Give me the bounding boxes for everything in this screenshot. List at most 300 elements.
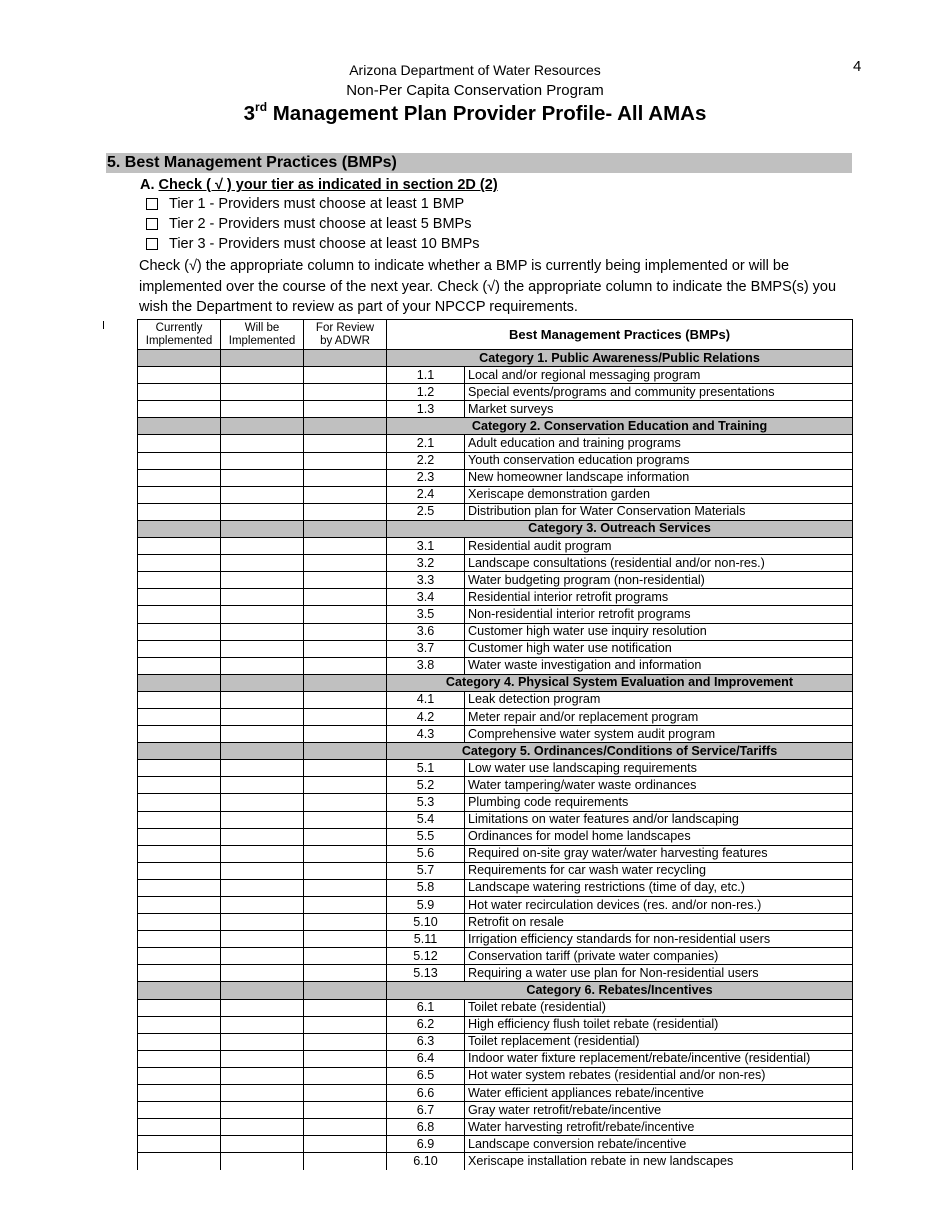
bmp-row bbox=[138, 1085, 853, 1102]
currently-implemented-cell[interactable] bbox=[138, 555, 221, 572]
bmp-description: Youth conservation education programs bbox=[465, 452, 853, 469]
bmp-description: Xeriscape demonstration garden bbox=[465, 486, 853, 503]
currently-implemented-cell[interactable] bbox=[138, 1085, 221, 1102]
will-be-implemented-cell[interactable] bbox=[221, 555, 304, 572]
sub-heading-prefix: A. bbox=[140, 177, 159, 193]
tier-1-option[interactable] bbox=[146, 196, 464, 212]
category-blank-cell bbox=[138, 674, 221, 691]
for-review-cell[interactable] bbox=[304, 845, 387, 862]
bmp-row bbox=[138, 1050, 853, 1067]
bmp-row bbox=[138, 931, 853, 948]
category-blank-cell bbox=[221, 743, 304, 760]
bmp-description: New homeowner landscape information bbox=[465, 469, 853, 486]
bmp-row bbox=[138, 862, 853, 879]
bmp-row bbox=[138, 1016, 853, 1033]
bmp-row bbox=[138, 1119, 853, 1136]
category-blank-cell bbox=[221, 350, 304, 367]
currently-implemented-cell[interactable] bbox=[138, 572, 221, 589]
currently-implemented-cell[interactable] bbox=[138, 1102, 221, 1119]
currently-implemented-cell[interactable] bbox=[138, 999, 221, 1016]
bmp-row bbox=[138, 367, 853, 384]
currently-implemented-cell[interactable] bbox=[138, 811, 221, 828]
col-review-line2: by ADWR bbox=[320, 334, 370, 347]
currently-implemented-cell[interactable] bbox=[138, 384, 221, 401]
bmp-row bbox=[138, 828, 853, 845]
bmp-number: 5.1 bbox=[387, 760, 465, 777]
bmp-row bbox=[138, 657, 853, 674]
category-blank-cell bbox=[304, 350, 387, 367]
col-header-will-be-implemented bbox=[221, 320, 304, 350]
currently-implemented-cell[interactable] bbox=[138, 845, 221, 862]
currently-implemented-cell[interactable] bbox=[138, 777, 221, 794]
bmp-number: 5.9 bbox=[387, 897, 465, 914]
for-review-cell[interactable] bbox=[304, 435, 387, 452]
bmp-description: Water tampering/water waste ordinances bbox=[465, 777, 853, 794]
category-label: Category 2. Conservation Education and Training bbox=[387, 418, 853, 435]
currently-implemented-cell[interactable] bbox=[138, 914, 221, 931]
tier-2-checkbox[interactable] bbox=[146, 218, 158, 230]
will-be-implemented-cell[interactable] bbox=[221, 691, 304, 708]
currently-implemented-cell[interactable] bbox=[138, 469, 221, 486]
will-be-implemented-cell[interactable] bbox=[221, 657, 304, 674]
bmp-description: Hot water system rebates (residential and/or non-res) bbox=[465, 1067, 853, 1084]
for-review-cell[interactable] bbox=[304, 897, 387, 914]
for-review-cell[interactable] bbox=[304, 999, 387, 1016]
for-review-cell[interactable] bbox=[304, 486, 387, 503]
bmp-table bbox=[137, 319, 853, 1170]
currently-implemented-cell[interactable] bbox=[138, 435, 221, 452]
bmp-description: Leak detection program bbox=[465, 691, 853, 708]
will-be-implemented-cell[interactable] bbox=[221, 1033, 304, 1050]
bmp-number: 4.1 bbox=[387, 691, 465, 708]
for-review-cell[interactable] bbox=[304, 401, 387, 418]
bmp-number: 2.1 bbox=[387, 435, 465, 452]
bmp-description: Requirements for car wash water recycling bbox=[465, 862, 853, 879]
category-label: Category 3. Outreach Services bbox=[387, 520, 853, 537]
will-be-implemented-cell[interactable] bbox=[221, 948, 304, 965]
bmp-description: Residential interior retrofit programs bbox=[465, 589, 853, 606]
bmp-row bbox=[138, 914, 853, 931]
for-review-cell[interactable] bbox=[304, 1102, 387, 1119]
currently-implemented-cell[interactable] bbox=[138, 879, 221, 896]
bmp-row bbox=[138, 503, 853, 520]
bmp-description: Special events/programs and community presentations bbox=[465, 384, 853, 401]
will-be-implemented-cell[interactable] bbox=[221, 1136, 304, 1153]
category-blank-cell bbox=[221, 982, 304, 999]
category-blank-cell bbox=[138, 743, 221, 760]
bmp-description: Landscape consultations (residential and/or non-res.) bbox=[465, 555, 853, 572]
tier-2-option[interactable] bbox=[146, 216, 471, 232]
will-be-implemented-cell[interactable] bbox=[221, 435, 304, 452]
currently-implemented-cell[interactable] bbox=[138, 897, 221, 914]
bmp-description: Water harvesting retrofit/rebate/incentive bbox=[465, 1119, 853, 1136]
col-currently-line2: Implemented bbox=[145, 334, 213, 347]
for-review-cell[interactable] bbox=[304, 914, 387, 931]
for-review-cell[interactable] bbox=[304, 503, 387, 520]
for-review-cell[interactable] bbox=[304, 606, 387, 623]
category-blank-cell bbox=[304, 982, 387, 999]
for-review-cell[interactable] bbox=[304, 862, 387, 879]
tier-1-checkbox[interactable] bbox=[146, 198, 158, 210]
bmp-number: 5.3 bbox=[387, 794, 465, 811]
currently-implemented-cell[interactable] bbox=[138, 623, 221, 640]
for-review-cell[interactable] bbox=[304, 657, 387, 674]
for-review-cell[interactable] bbox=[304, 1033, 387, 1050]
will-be-implemented-cell[interactable] bbox=[221, 503, 304, 520]
tier-3-option[interactable] bbox=[146, 236, 480, 252]
for-review-cell[interactable] bbox=[304, 811, 387, 828]
currently-implemented-cell[interactable] bbox=[138, 1033, 221, 1050]
will-be-implemented-cell[interactable] bbox=[221, 999, 304, 1016]
currently-implemented-cell[interactable] bbox=[138, 691, 221, 708]
bmp-description: Local and/or regional messaging program bbox=[465, 367, 853, 384]
will-be-implemented-cell[interactable] bbox=[221, 623, 304, 640]
for-review-cell[interactable] bbox=[304, 794, 387, 811]
will-be-implemented-cell[interactable] bbox=[221, 538, 304, 555]
currently-implemented-cell[interactable] bbox=[138, 1119, 221, 1136]
for-review-cell[interactable] bbox=[304, 1067, 387, 1084]
bmp-description: Market surveys bbox=[465, 401, 853, 418]
for-review-cell[interactable] bbox=[304, 965, 387, 982]
will-be-implemented-cell[interactable] bbox=[221, 1119, 304, 1136]
title-text: Management Plan Provider Profile- All AMAs bbox=[267, 102, 707, 125]
currently-implemented-cell[interactable] bbox=[138, 1050, 221, 1067]
for-review-cell[interactable] bbox=[304, 726, 387, 743]
category-label: Category 1. Public Awareness/Public Relations bbox=[387, 350, 853, 367]
bmp-number: 5.11 bbox=[387, 931, 465, 948]
will-be-implemented-cell[interactable] bbox=[221, 640, 304, 657]
for-review-cell[interactable] bbox=[304, 469, 387, 486]
for-review-cell[interactable] bbox=[304, 572, 387, 589]
currently-implemented-cell[interactable] bbox=[138, 708, 221, 725]
bmp-description: Water efficient appliances rebate/incentive bbox=[465, 1085, 853, 1102]
bmp-number: 2.3 bbox=[387, 469, 465, 486]
bmp-number: 2.4 bbox=[387, 486, 465, 503]
will-be-implemented-cell[interactable] bbox=[221, 1067, 304, 1084]
bmp-description: Meter repair and/or replacement program bbox=[465, 708, 853, 725]
bmp-description: Required on-site gray water/water harvesting features bbox=[465, 845, 853, 862]
bmp-row bbox=[138, 999, 853, 1016]
currently-implemented-cell[interactable] bbox=[138, 640, 221, 657]
for-review-cell[interactable] bbox=[304, 1153, 387, 1170]
bmp-row bbox=[138, 760, 853, 777]
for-review-cell[interactable] bbox=[304, 538, 387, 555]
category-blank-cell bbox=[138, 982, 221, 999]
currently-implemented-cell[interactable] bbox=[138, 948, 221, 965]
for-review-cell[interactable] bbox=[304, 1050, 387, 1067]
currently-implemented-cell[interactable] bbox=[138, 931, 221, 948]
will-be-implemented-cell[interactable] bbox=[221, 1050, 304, 1067]
tier-sub-heading bbox=[140, 177, 498, 193]
bmp-row bbox=[138, 691, 853, 708]
col-header-for-review bbox=[304, 320, 387, 350]
will-be-implemented-cell[interactable] bbox=[221, 965, 304, 982]
for-review-cell[interactable] bbox=[304, 760, 387, 777]
for-review-cell[interactable] bbox=[304, 640, 387, 657]
bmp-row bbox=[138, 1033, 853, 1050]
will-be-implemented-cell[interactable] bbox=[221, 811, 304, 828]
page-title bbox=[0, 102, 950, 126]
bmp-description: Residential audit program bbox=[465, 538, 853, 555]
for-review-cell[interactable] bbox=[304, 555, 387, 572]
will-be-implemented-cell[interactable] bbox=[221, 452, 304, 469]
bmp-description: Limitations on water features and/or landscaping bbox=[465, 811, 853, 828]
category-row bbox=[138, 674, 853, 691]
bmp-row bbox=[138, 606, 853, 623]
category-blank-cell bbox=[138, 418, 221, 435]
currently-implemented-cell[interactable] bbox=[138, 486, 221, 503]
bmp-number: 1.3 bbox=[387, 401, 465, 418]
bmp-row bbox=[138, 640, 853, 657]
currently-implemented-cell[interactable] bbox=[138, 1016, 221, 1033]
bmp-row bbox=[138, 384, 853, 401]
bmp-row bbox=[138, 1153, 853, 1170]
bmp-description: Low water use landscaping requirements bbox=[465, 760, 853, 777]
currently-implemented-cell[interactable] bbox=[138, 1067, 221, 1084]
will-be-implemented-cell[interactable] bbox=[221, 828, 304, 845]
bmp-number: 6.5 bbox=[387, 1067, 465, 1084]
sub-heading-text: Check ( √ ) your tier as indicated in section 2D (2) bbox=[158, 177, 498, 193]
col-will-be-line2: Implemented bbox=[228, 334, 296, 347]
for-review-cell[interactable] bbox=[304, 589, 387, 606]
will-be-implemented-cell[interactable] bbox=[221, 606, 304, 623]
for-review-cell[interactable] bbox=[304, 879, 387, 896]
bmp-description: Gray water retrofit/rebate/incentive bbox=[465, 1102, 853, 1119]
bmp-row bbox=[138, 708, 853, 725]
currently-implemented-cell[interactable] bbox=[138, 828, 221, 845]
bmp-description: Toilet rebate (residential) bbox=[465, 999, 853, 1016]
bmp-number: 6.10 bbox=[387, 1153, 465, 1170]
for-review-cell[interactable] bbox=[304, 384, 387, 401]
will-be-implemented-cell[interactable] bbox=[221, 726, 304, 743]
bmp-number: 1.2 bbox=[387, 384, 465, 401]
bmp-row bbox=[138, 811, 853, 828]
currently-implemented-cell[interactable] bbox=[138, 606, 221, 623]
category-row bbox=[138, 418, 853, 435]
for-review-cell[interactable] bbox=[304, 691, 387, 708]
will-be-implemented-cell[interactable] bbox=[221, 931, 304, 948]
for-review-cell[interactable] bbox=[304, 931, 387, 948]
bmp-description: Landscape watering restrictions (time of day, etc.) bbox=[465, 879, 853, 896]
col-header-currently-implemented bbox=[138, 320, 221, 350]
currently-implemented-cell[interactable] bbox=[138, 589, 221, 606]
category-blank-cell bbox=[221, 520, 304, 537]
will-be-implemented-cell[interactable] bbox=[221, 862, 304, 879]
will-be-implemented-cell[interactable] bbox=[221, 760, 304, 777]
bmp-row bbox=[138, 589, 853, 606]
category-row bbox=[138, 982, 853, 999]
currently-implemented-cell[interactable] bbox=[138, 452, 221, 469]
bmp-description: Hot water recirculation devices (res. and/or non-res.) bbox=[465, 897, 853, 914]
col-header-bmp: Best Management Practices (BMPs) bbox=[387, 320, 853, 350]
bmp-number: 5.10 bbox=[387, 914, 465, 931]
bmp-row bbox=[138, 897, 853, 914]
category-blank-cell bbox=[304, 674, 387, 691]
bmp-number: 6.2 bbox=[387, 1016, 465, 1033]
category-row bbox=[138, 743, 853, 760]
for-review-cell[interactable] bbox=[304, 948, 387, 965]
will-be-implemented-cell[interactable] bbox=[221, 1085, 304, 1102]
title-number: 3 bbox=[243, 102, 256, 125]
will-be-implemented-cell[interactable] bbox=[221, 367, 304, 384]
currently-implemented-cell[interactable] bbox=[138, 965, 221, 982]
bmp-number: 6.9 bbox=[387, 1136, 465, 1153]
currently-implemented-cell[interactable] bbox=[138, 401, 221, 418]
will-be-implemented-cell[interactable] bbox=[221, 589, 304, 606]
for-review-cell[interactable] bbox=[304, 367, 387, 384]
bmp-description: Adult education and training programs bbox=[465, 435, 853, 452]
bmp-row bbox=[138, 572, 853, 589]
bmp-row bbox=[138, 1067, 853, 1084]
bmp-description: Ordinances for model home landscapes bbox=[465, 828, 853, 845]
for-review-cell[interactable] bbox=[304, 1085, 387, 1102]
bmp-row bbox=[138, 845, 853, 862]
bmp-description: Xeriscape installation rebate in new landscapes bbox=[465, 1153, 853, 1170]
bmp-description: Requiring a water use plan for Non-residential users bbox=[465, 965, 853, 982]
currently-implemented-cell[interactable] bbox=[138, 862, 221, 879]
bmp-number: 5.4 bbox=[387, 811, 465, 828]
tier-3-label: Tier 3 - Providers must choose at least 10 BMPs bbox=[169, 236, 480, 252]
bmp-description: Toilet replacement (residential) bbox=[465, 1033, 853, 1050]
will-be-implemented-cell[interactable] bbox=[221, 914, 304, 931]
category-blank-cell bbox=[221, 674, 304, 691]
category-label: Category 5. Ordinances/Conditions of Service/Tariffs bbox=[387, 743, 853, 760]
bmp-row bbox=[138, 794, 853, 811]
bmp-row bbox=[138, 486, 853, 503]
tier-3-checkbox[interactable] bbox=[146, 238, 158, 250]
category-blank-cell bbox=[304, 743, 387, 760]
for-review-cell[interactable] bbox=[304, 777, 387, 794]
bmp-number: 3.3 bbox=[387, 572, 465, 589]
category-blank-cell bbox=[221, 418, 304, 435]
will-be-implemented-cell[interactable] bbox=[221, 1102, 304, 1119]
instructions-text: Check (√) the appropriate column to indicate whether a BMP is currently being implemented or will be implemented over the course of the next year. Check (√) the appropriate column to indicate the BMPS(s) you wish the Department to review as part of your NPCCP requirements. bbox=[139, 258, 837, 315]
will-be-implemented-cell[interactable] bbox=[221, 708, 304, 725]
for-review-cell[interactable] bbox=[304, 708, 387, 725]
bmp-number: 5.2 bbox=[387, 777, 465, 794]
will-be-implemented-cell[interactable] bbox=[221, 1016, 304, 1033]
will-be-implemented-cell[interactable] bbox=[221, 845, 304, 862]
bmp-number: 5.13 bbox=[387, 965, 465, 982]
bmp-description: Water budgeting program (non-residential) bbox=[465, 572, 853, 589]
will-be-implemented-cell[interactable] bbox=[221, 1153, 304, 1170]
bmp-description: Customer high water use notification bbox=[465, 640, 853, 657]
margin-mark bbox=[103, 321, 104, 329]
currently-implemented-cell[interactable] bbox=[138, 657, 221, 674]
bmp-number: 6.3 bbox=[387, 1033, 465, 1050]
bmp-row bbox=[138, 623, 853, 640]
bmp-number: 2.5 bbox=[387, 503, 465, 520]
page-number: 4 bbox=[853, 58, 862, 75]
bmp-number: 3.5 bbox=[387, 606, 465, 623]
will-be-implemented-cell[interactable] bbox=[221, 572, 304, 589]
bmp-row bbox=[138, 1136, 853, 1153]
bmp-number: 3.2 bbox=[387, 555, 465, 572]
category-blank-cell bbox=[138, 350, 221, 367]
will-be-implemented-cell[interactable] bbox=[221, 384, 304, 401]
bmp-number: 5.12 bbox=[387, 948, 465, 965]
bmp-number: 6.4 bbox=[387, 1050, 465, 1067]
bmp-row bbox=[138, 469, 853, 486]
bmp-row bbox=[138, 879, 853, 896]
bmp-description: High efficiency flush toilet rebate (residential) bbox=[465, 1016, 853, 1033]
bmp-row bbox=[138, 777, 853, 794]
bmp-number: 1.1 bbox=[387, 367, 465, 384]
col-currently-line1: Currently bbox=[155, 321, 203, 334]
for-review-cell[interactable] bbox=[304, 828, 387, 845]
bmp-description: Retrofit on resale bbox=[465, 914, 853, 931]
will-be-implemented-cell[interactable] bbox=[221, 486, 304, 503]
bmp-row bbox=[138, 726, 853, 743]
bmp-number: 6.6 bbox=[387, 1085, 465, 1102]
will-be-implemented-cell[interactable] bbox=[221, 897, 304, 914]
currently-implemented-cell[interactable] bbox=[138, 1153, 221, 1170]
category-label: Category 6. Rebates/Incentives bbox=[387, 982, 853, 999]
currently-implemented-cell[interactable] bbox=[138, 760, 221, 777]
bmp-description: Irrigation efficiency standards for non-residential users bbox=[465, 931, 853, 948]
will-be-implemented-cell[interactable] bbox=[221, 777, 304, 794]
bmp-description: Conservation tariff (private water companies) bbox=[465, 948, 853, 965]
bmp-number: 2.2 bbox=[387, 452, 465, 469]
currently-implemented-cell[interactable] bbox=[138, 503, 221, 520]
tier-2-label: Tier 2 - Providers must choose at least 5 BMPs bbox=[169, 216, 472, 232]
bmp-description: Indoor water fixture replacement/rebate/incentive (residential) bbox=[465, 1050, 853, 1067]
bmp-row bbox=[138, 1102, 853, 1119]
bmp-row bbox=[138, 401, 853, 418]
bmp-description: Water waste investigation and information bbox=[465, 657, 853, 674]
bmp-description: Non-residential interior retrofit programs bbox=[465, 606, 853, 623]
tier-1-label: Tier 1 - Providers must choose at least 1 BMP bbox=[169, 196, 465, 212]
bmp-row bbox=[138, 452, 853, 469]
title-superscript: rd bbox=[255, 100, 268, 115]
col-will-be-line1: Will be bbox=[244, 321, 280, 334]
bmp-number: 6.1 bbox=[387, 999, 465, 1016]
bmp-number: 5.7 bbox=[387, 862, 465, 879]
section-title: 5. Best Management Practices (BMPs) bbox=[107, 154, 397, 171]
bmp-number: 6.8 bbox=[387, 1119, 465, 1136]
currently-implemented-cell[interactable] bbox=[138, 1136, 221, 1153]
will-be-implemented-cell[interactable] bbox=[221, 879, 304, 896]
category-label: Category 4. Physical System Evaluation and Improvement bbox=[387, 674, 853, 691]
table-header-row bbox=[138, 320, 853, 350]
will-be-implemented-cell[interactable] bbox=[221, 401, 304, 418]
currently-implemented-cell[interactable] bbox=[138, 726, 221, 743]
currently-implemented-cell[interactable] bbox=[138, 538, 221, 555]
bmp-number: 4.3 bbox=[387, 726, 465, 743]
currently-implemented-cell[interactable] bbox=[138, 367, 221, 384]
header-program: Non-Per Capita Conservation Program bbox=[346, 82, 604, 99]
bmp-description: Plumbing code requirements bbox=[465, 794, 853, 811]
bmp-number: 6.7 bbox=[387, 1102, 465, 1119]
bmp-number: 5.6 bbox=[387, 845, 465, 862]
for-review-cell[interactable] bbox=[304, 623, 387, 640]
bmp-number: 3.8 bbox=[387, 657, 465, 674]
bmp-number: 3.1 bbox=[387, 538, 465, 555]
will-be-implemented-cell[interactable] bbox=[221, 469, 304, 486]
bmp-description: Comprehensive water system audit program bbox=[465, 726, 853, 743]
for-review-cell[interactable] bbox=[304, 1136, 387, 1153]
category-row bbox=[138, 520, 853, 537]
for-review-cell[interactable] bbox=[304, 1016, 387, 1033]
currently-implemented-cell[interactable] bbox=[138, 794, 221, 811]
bmp-number: 5.8 bbox=[387, 879, 465, 896]
bmp-row bbox=[138, 948, 853, 965]
for-review-cell[interactable] bbox=[304, 452, 387, 469]
bmp-number: 3.7 bbox=[387, 640, 465, 657]
for-review-cell[interactable] bbox=[304, 1119, 387, 1136]
will-be-implemented-cell[interactable] bbox=[221, 794, 304, 811]
bmp-row bbox=[138, 435, 853, 452]
